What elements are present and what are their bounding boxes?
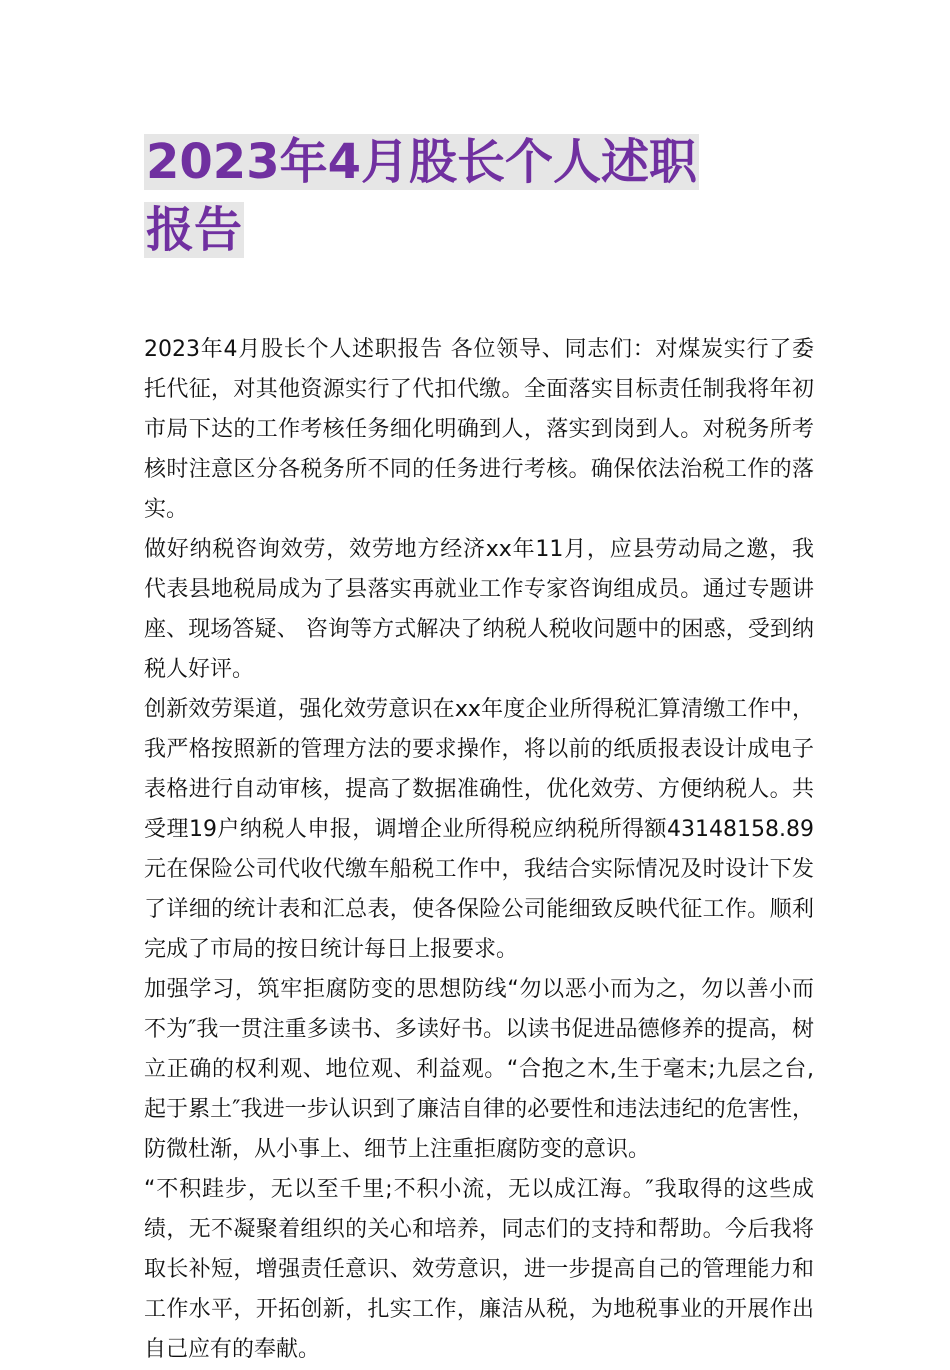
title-line-1: 2023年4月股长个人述职 bbox=[146, 134, 697, 190]
paragraph-1: 2023年4月股长个人述职报告 各位领导、同志们：对煤炭实行了委托代征，对其他资源实行了代扣代缴。全面落实目标责任制我将年初市局下达的工作考核任务细化明确到人，落实到岗到人。对税务所考核时注意区分各税务所不同的任务进行考核。确保依法治税工作的落实。 bbox=[144, 337, 814, 522]
document-title bbox=[144, 128, 824, 264]
title-line-2: 报告 bbox=[146, 202, 243, 258]
paragraph-2: 做好纳税咨询效劳，效劳地方经济xx年11月，应县劳动局之邀，我代表县地税局成为了县落实再就业工作专家咨询组成员。通过专题讲座、现场答疑、 咨询等方式解决了纳税人税收问题中的困惑，受到纳税人好评。 bbox=[144, 537, 814, 682]
paragraph-5: “不积跬步，无以至千里;不积小流，无以成江海。″我取得的这些成绩，无不凝聚着组织的关心和培养，同志们的支持和帮助。今后我将取长补短，增强责任意识、效劳意识，进一步提高自己的管理能力和工作水平，开拓创新，扎实工作，廉洁从税，为地税事业的开展作出自己应有的奉献。 bbox=[144, 1177, 814, 1362]
paragraph-4: 加强学习，筑牢拒腐防变的思想防线“勿以恶小而为之，勿以善小而不为″我一贯注重多读书、多读好书。以读书促进品德修养的提高，树立正确的权利观、地位观、利益观。“合抱之木,生于毫末;九层之台,起于累土″我进一步认识到了廉洁自律的必要性和违法违纪的危害性，防微杜渐，从小事上、细节上注重拒腐防变的意识。 bbox=[144, 977, 814, 1162]
document-body bbox=[144, 330, 814, 1370]
paragraph-3: 创新效劳渠道，强化效劳意识在xx年度企业所得税汇算清缴工作中，我严格按照新的管理方法的要求操作，将以前的纸质报表设计成电子表格进行自动审核，提高了数据准确性，优化效劳、方便纳税人。共受理19户纳税人申报，调增企业所得税应纳税所得额43148158.89元在保险公司代收代缴车船税工作中，我结合实际情况及时设计下发了详细的统计表和汇总表，使各保险公司能细致反映代征工作。顺利完成了市局的按日统计每日上报要求。 bbox=[144, 697, 814, 962]
